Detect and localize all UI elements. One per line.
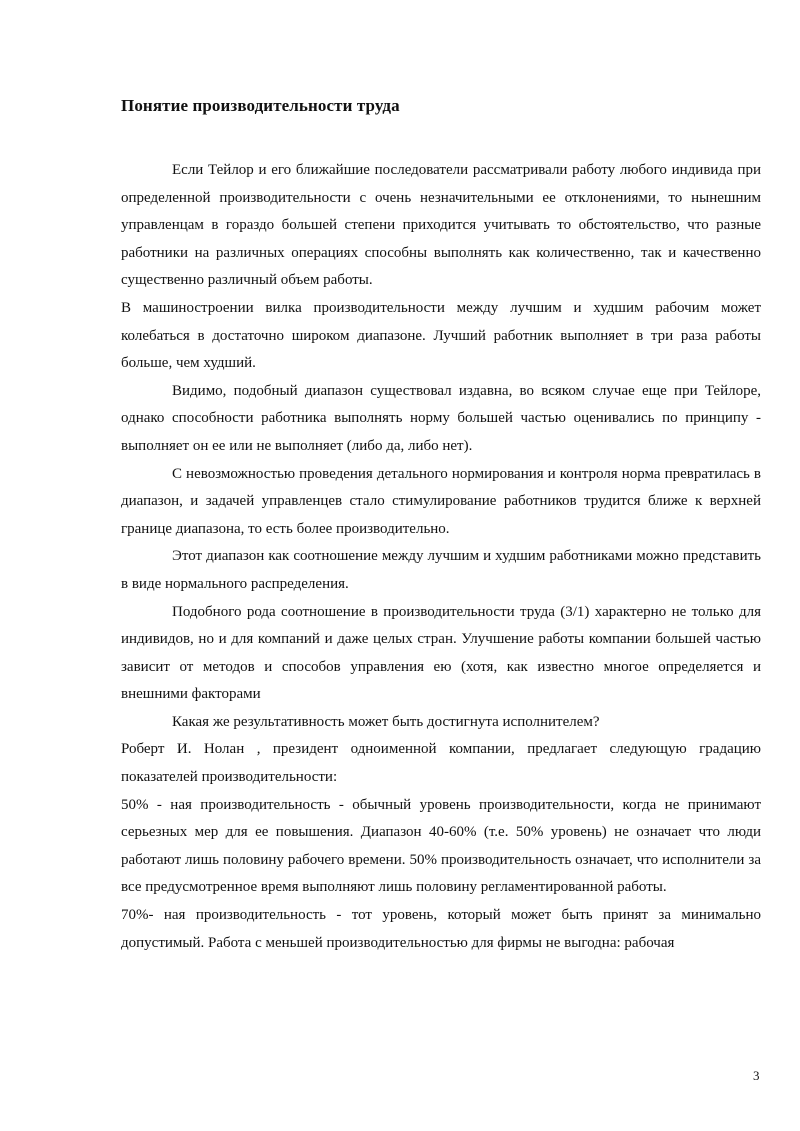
paragraph: 70%- ная производительность - тот уровень, который может быть принят за минимально допустимый. Работа с меньшей производительностью для фирмы не выгодна: рабочая [121, 907, 761, 951]
paragraph: Этот диапазон как соотношение между лучшим и худшим работниками можно представить в виде нормального распределения. [121, 548, 761, 592]
paragraph: Какая же результативность может быть достигнута исполнителем? [172, 713, 600, 730]
paragraph: Подобного рода соотношение в производительности труда (3/1) характерно не только для индивидов, но и для компаний и даже целых стран. Улучшение работы компании большей частью зависит от методов и способов управления ею (хотя, как известно многое определяется и внешними факторами [121, 603, 761, 703]
document-body [121, 157, 761, 957]
paragraph: Роберт И. Нолан , президент одноименной компании, предлагает следующую градацию показателей производительности: [121, 741, 761, 786]
page-number: 3 [753, 1068, 760, 1083]
page-title: Понятие производительности труда [121, 96, 400, 115]
paragraph: Видимо, подобный диапазон существовал издавна, во всяком случае еще при Тейлоре, однако способности работника выполнять норму большей частью оценивались по принципу - выполняет он ее или не выполняет (либо да, либо нет). [121, 382, 761, 454]
paragraph: В машиностроении вилка производительности между лучшим и худшим рабочим может колебаться в достаточно широком диапазоне. Лучший работник выполняет в три раза работы больше, чем худший. [121, 299, 761, 372]
paragraph: 50% - ная производительность - обычный уровень производительности, когда не принимают серьезных мер для ее повышения. Диапазон 40-60% (т.е. 50% уровень) не означает что люди работают лишь половину рабочего времени. 50% производительность означает, что исполнители за все предусмотренное время выполняют лишь половину регламентированной работы. [121, 796, 761, 896]
paragraph: Если Тейлор и его ближайшие последователи рассматривали работу любого индивида при определенной производительности с очень незначительными ее отклонениями, то нынешним управленцам в гораздо большей степени приходится учитывать то обстоятельство, что разные работники на различных операциях способны выполнять как количественно, так и качественно существенно различный объем работы. [121, 162, 761, 289]
paragraph: С невозможностью проведения детального нормирования и контроля норма превратилась в диапазон, и задачей управленцев стало стимулирование работников трудится ближе к верхней границе диапазона, то есть более производительно. [121, 465, 761, 537]
